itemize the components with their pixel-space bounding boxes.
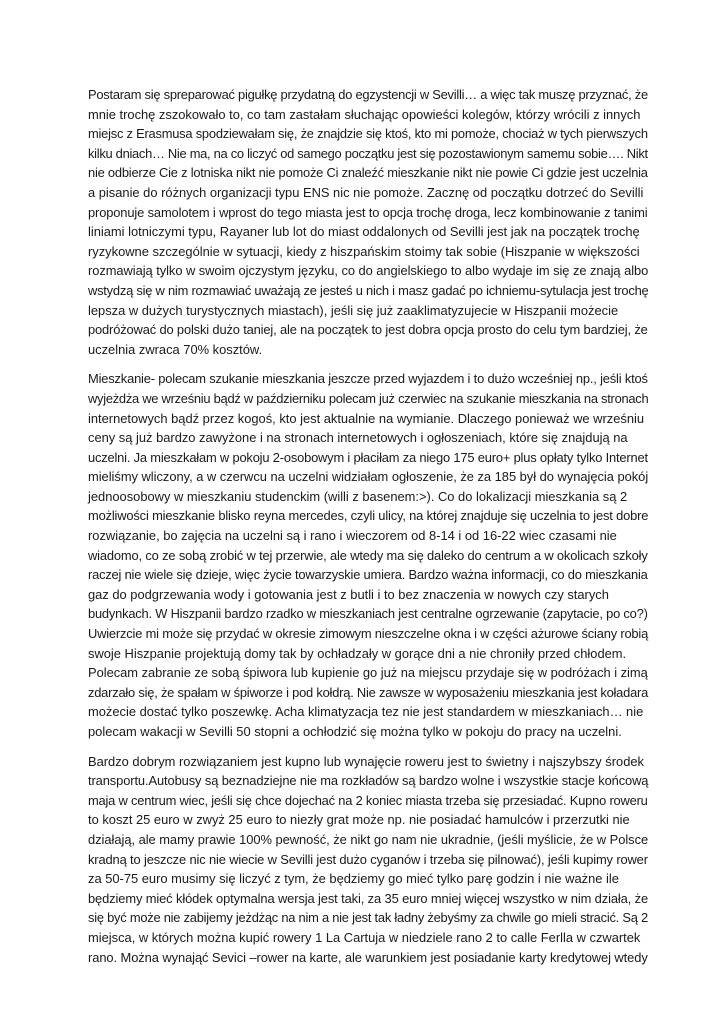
text-line: a pisanie do różnych organizacji typu ENS nic nie pomoże. Zacznę od początku dotrzeć do Sevilli [88, 184, 644, 200]
text-line: rozmawiają tylko w swoim ojczystym języku, co do angielskiego to albo wydaje im się ze znają albo [88, 263, 649, 279]
text-line: proponuje samolotem i wprost do tego miasta jest to opcja trochę droga, lecz kombinowanie z tanimi [88, 204, 648, 220]
text-line: budynkach. W Hiszpanii bardzo rzadko w mieszkaniach jest centralne ogrzewanie (zapytacie, po co?) [88, 606, 648, 622]
text-line: rozwiązanie, bo zajęcia na uczelni są i rano i wieczorem od 8-14 i od 16-22 wiec czasami nie [88, 528, 617, 544]
text-line: podróżować do polski dużo taniej, ale na początek to jest dobra opcja prosto do celu tym bardziej, że [88, 322, 648, 338]
text-line: swoje Hiszpanie projektują domy tak by ochładzały w gorące dni a nie chroniły przed chłodem. [88, 645, 627, 661]
paragraph-intro [88, 85, 649, 359]
text-line: liniami lotniczymi typu, Rayaner lub lot do miast oddalonych od Sevilli jest jak na początek trochę [88, 224, 640, 240]
text-line: internetowych bądź przez kogoś, kto jest aktualnie na wymianie. Dlaczego ponieważ we wrześniu [88, 410, 645, 426]
text-line: mnie trochę zszokowało to, co tam zastałam słuchając opowieści kolegów, którzy wrócili z innych [88, 106, 641, 122]
text-line: będziemy mieć kłódek optymalna wersja jest taki, za 35 euro mniej więcej wszystko w nim działa, że [88, 890, 649, 906]
text-line: kradną to jeszcze nic nie wiecie w Sevilli jest dużo cyganów i trzeba się pilnować), jeśli kupimy rower [88, 851, 648, 867]
paragraph-transport [88, 752, 649, 968]
paragraph-housing [88, 369, 649, 741]
text-line: mieliśmy wliczony, a w czerwcu na uczelni widziałam ogłoszenie, że za 185 był do wynajęcia pokój [88, 469, 649, 485]
text-line: uczelni. Ja mieszkałam w pokoju 2-osobowym i płaciłam za niego 175 euro+ plus opłaty tylko Internet [88, 449, 648, 465]
text-line: zdarzało się, że spałam w śpiworze i pod kołdrą. Nie zawsze w wyposażeniu mieszkania jest koładara [88, 684, 649, 700]
text-line: Bardzo dobrym rozwiązaniem jest kupno lub wynajęcie roweru jest to świetny i najszybszy środek [88, 753, 644, 769]
text-line: Polecam zabranie ze sobą śpiwora lub kupienie go już na miejscu przydaje się w podróżach i zimą [88, 665, 648, 681]
text-line: możecie dostać tylko poszewkę. Acha klimatyzacja tez nie jest standardem w mieszkaniach… nie [88, 704, 644, 720]
text-line: nie odbierze Cie z lotniska nikt nie pomoże Ci znaleźć mieszkanie nikt nie powie Ci gdzie jest uczelnia [88, 165, 648, 181]
text-line: miejsc z Erasmusa spodziewałam się, że znajdzie się ktoś, kto mi pomoże, chociaż w tych pierwszych [88, 126, 648, 142]
text-line: ryzykowne szczególnie w sytuacji, kiedy z hiszpańskim stoimy tak sobie (Hiszpanie w większości [88, 243, 640, 259]
text-line: wiadomo, co ze sobą zrobić w tej przerwie, ale wtedy ma się daleko do centrum a w okolicach szkoły [88, 547, 648, 563]
text-line: możliwości mieszkanie blisko reyna mercedes, czyli ulicy, na której znajduje się uczelnia to jest dobre [88, 508, 649, 524]
document-page [88, 85, 649, 977]
text-line: transportu.Autobusy są beznadziejne nie ma rozkładów są bardzo wolne i wszystkie stacje końcową [88, 773, 649, 789]
text-line: Postaram się spreparować pigułkę przydatną do egzystencji w Sevilli… a więc tak muszę przyznać, że [88, 87, 648, 102]
text-line: raczej nie wiele się dzieje, więc życie towarzyskie umiera. Bardzo ważna informacji, co do mieszkania [88, 567, 648, 583]
text-line: wyjeżdża we wrześniu bądź w październiku polecam już czerwiec na szukanie mieszkania na stronach [88, 390, 649, 406]
text-line: rano. Można wynająć Sevici –rower na karte, ale warunkiem jest posiadanie karty kredytowej wtedy [88, 949, 648, 965]
text-line: ceny są już bardzo zawyżone i na stronach internetowych i ogłoszeniach, które się znajdują na [88, 430, 628, 446]
text-line: Uwierzcie mi może się przydać w okresie zimowym nieszczelne okna i w części ażurowe ściany robią [88, 626, 649, 642]
text-line: działają, ale mamy prawie 100% pewność, że nikt go nam nie ukradnie, (jeśli myślicie, że w Polsce [88, 831, 649, 847]
text-line: to koszt 25 euro w zwyż 25 euro to niezły grat może np. nie posiadać hamulców i przerzutki nie [88, 812, 630, 828]
text-line: uczelnia zwraca 70% kosztów. [88, 341, 263, 357]
text-line: miejsca, w których można kupić rowery 1 La Cartuja w niedziele rano 2 to calle Ferlla w czwartek [88, 929, 641, 945]
text-line: kilku dniach… Nie ma, na co liczyć od samego początku jest się pozostawionym samemu sobie…. Nikt [88, 145, 648, 161]
text-line: za 50-75 euro musimy się liczyć z tym, że będziemy go mieć tylko parę godzin i nie ważne ile [88, 871, 619, 887]
text-line: jednoosobowy w mieszkaniu studenckim (willi z basenem:>). Co do lokalizacji mieszkania są 2 [88, 488, 628, 504]
text-line: polecam wakacji w Sevilli 50 stopni a ochłodzić się można tylko w pokoju do pracy na uczelni. [88, 724, 622, 739]
text-line: maja w centrum wiec, jeśli się chce dojechać na 2 koniec miasta trzeba się przesiadać. Kupno roweru [88, 792, 648, 808]
text-line: wstydzą się w nim rozmawiać uważają ze jesteś u nich i masz gadać po ichniemu-sytulacja jest trochę [88, 282, 649, 298]
text-line: lepsza w dużych turystycznych miastach), jeśli się już zaaklimatyzujecie w Hiszpanii możecie [88, 302, 619, 318]
text-line: gaz do podgrzewania wody i gotowania jest z butli i to bez znaczenia w nowych czy starych [88, 586, 609, 602]
text-line: Mieszkanie- polecam szukanie mieszkania jeszcze przed wyjazdem i to dużo wcześniej np., jeśli ktoś [88, 371, 648, 387]
text-line: się być może nie zabijemy jeżdżąc na nim a nie jest tak ładny żebyśmy za chwile go mieli stracić. Są 2 [88, 910, 648, 926]
